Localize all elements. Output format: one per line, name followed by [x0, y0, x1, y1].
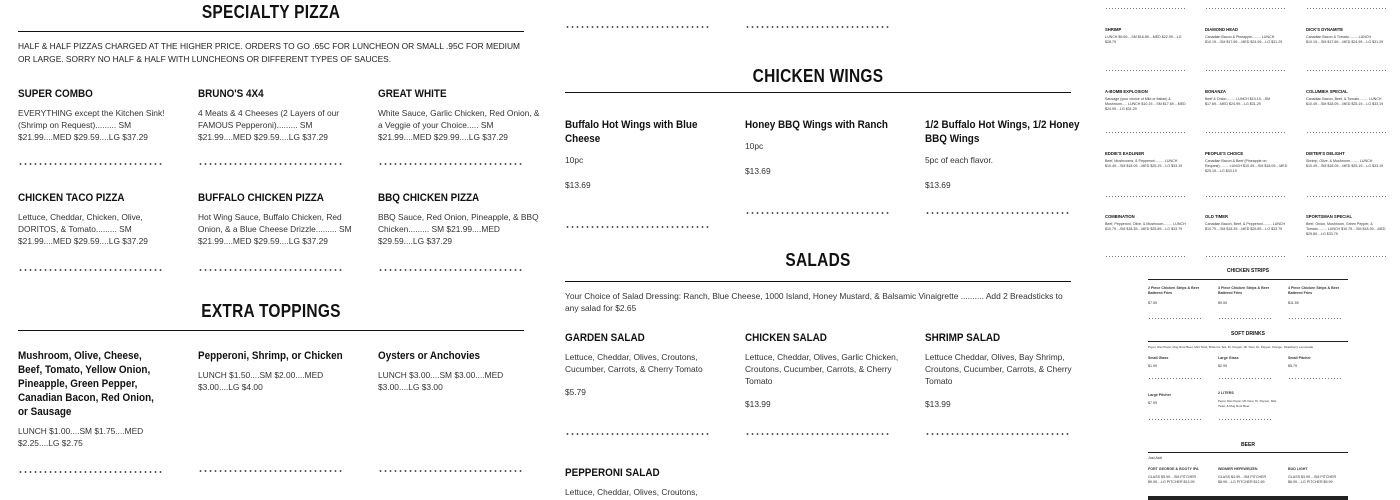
mini-item	[1205, 89, 1290, 107]
dotted-divider	[745, 433, 889, 435]
mini-item	[1105, 214, 1190, 232]
mini-item	[1148, 286, 1208, 306]
menu-item	[565, 100, 731, 228]
mini-item-price: $1.99	[1148, 364, 1157, 368]
item-description: Lettuce, Cheddar, Olives, Croutons,	[565, 487, 698, 497]
item-price: $13.99	[925, 399, 951, 409]
mini-item-desc: Canadian Bacon & Tomato......... LUNCH $10.19....SM $17.69....MED $24.99....LG $31.29	[1306, 35, 1384, 44]
menu-item	[18, 165, 184, 271]
title-rule	[565, 92, 1071, 93]
mini-item-name: DICK'S DYNAMITE	[1306, 27, 1344, 32]
dotted-divider	[198, 269, 342, 271]
item-description: 10pc	[745, 141, 764, 151]
dotted-divider	[1306, 196, 1386, 197]
dotted-divider	[565, 433, 709, 435]
mini-item-desc: LUNCH $9.69....SM $16.89....MED $22.99....LG $28.79	[1105, 35, 1182, 44]
mini-item	[1148, 393, 1208, 406]
mini-item	[1218, 356, 1278, 369]
menu-item	[378, 69, 544, 165]
mini-item-name: SPORTSMAN SPECIAL	[1306, 214, 1353, 219]
mini-strips-title: CHICKEN STRIPS	[1226, 268, 1270, 274]
item-name: GREAT WHITE	[378, 88, 447, 100]
menu-item	[565, 313, 731, 409]
wings-grid	[565, 100, 1080, 228]
salads-intro: Your Choice of Salad Dressing: Ranch, Blue Cheese, 1000 Island, Honey Mustard, & Balsamic Vinaigrette .......... Add 2 Breadsticks to any salad for $2.65	[565, 291, 1063, 313]
dotted-divider	[198, 470, 342, 472]
item-name: SHRIMP SALAD	[925, 332, 1001, 344]
mini-item-name: 4 Piece Chicken Strips & Beer Battered Fries	[1288, 286, 1340, 295]
mini-item-desc: GLASS $3.99....SM PITCHER $6.99....LG PITCHER $9.99	[1288, 475, 1337, 484]
mini-item-desc: Beef, Pepperoni, Olive, & Mushroom......... LUNCH $10.79....SM $18.39....MED $25.89....LG $33.79	[1105, 222, 1186, 231]
menu-item	[198, 331, 364, 473]
toppings-grid	[18, 331, 524, 473]
menu-item	[198, 165, 364, 271]
mini-item	[1105, 27, 1190, 45]
dotted-divider	[1205, 196, 1285, 197]
extra-toppings-title: EXTRA TOPPINGS	[201, 301, 341, 321]
dotted-divider	[1148, 318, 1203, 319]
mini-item-price: $7.99	[1148, 401, 1157, 405]
mini-item-desc: Canadian Bacon & Pineapple......... LUNCH $10.19....SM $17.69....MED $24.99....LG $31.29	[1205, 35, 1283, 44]
mini-item-price: $9.59	[1218, 301, 1227, 305]
item-price: $13.69	[745, 166, 771, 176]
mini-item-desc: Sausage (your choice of Mild or Italian) & Mushroom..... LUNCH $10.19....SM $17.69....MED $24.99....LG $31.29	[1105, 97, 1186, 111]
title-rule	[565, 281, 1071, 282]
item-name: BUFFALO CHICKEN PIZZA	[198, 192, 324, 204]
item-name: 1/2 Buffalo Hot Wings, 1/2 Honey BBQ Wings	[925, 119, 1080, 145]
menu-item	[745, 100, 911, 228]
dotted-divider	[378, 269, 522, 271]
mini-rule	[1148, 496, 1348, 500]
mini-item-name: OLD TIMER	[1205, 214, 1229, 219]
mini-item	[1306, 214, 1391, 237]
mini-item-name: Small Glass	[1148, 356, 1169, 360]
item-description: LUNCH $1.00....SM $1.75....MED $2.25....LG $2.75	[18, 426, 144, 448]
menu-item	[18, 331, 184, 473]
menu-thumbnail-column	[1093, 0, 1400, 500]
mini-item-name: 3 Piece Chicken Strips & Beer Battered Fries	[1218, 286, 1270, 295]
menu-item	[565, 466, 731, 498]
dotted-divider	[565, 26, 709, 28]
menu-item	[745, 313, 911, 409]
item-name: Oysters or Anchovies	[378, 350, 480, 362]
dotted-divider	[1105, 70, 1185, 71]
item-name: Pepperoni, Shrimp, or Chicken	[198, 350, 343, 362]
mini-item	[1288, 286, 1348, 306]
mini-item-name: A-BOMB EXPLOSION	[1105, 89, 1148, 94]
menu-item	[378, 331, 544, 473]
item-description: Lettuce, Cheddar, Chicken, Olive, DORITOS, & Tomato......... SM $21.99....MED $29.59....LG $37.29	[18, 212, 148, 246]
mini-item	[1105, 151, 1190, 169]
item-name: BRUNO'S 4X4	[198, 88, 264, 100]
dotted-divider	[1218, 318, 1273, 319]
item-price: $5.79	[565, 387, 586, 397]
mini-item-name: BUD LIGHT	[1288, 467, 1308, 471]
dotted-divider	[1205, 132, 1285, 133]
item-description: White Sauce, Garlic Chicken, Red Onion, & a Veggie of your Choice..... SM $21.99....MED $29.99....LG $37.29	[378, 108, 540, 142]
item-name: Honey BBQ Wings with Ranch	[745, 119, 888, 131]
item-description: BBQ Sauce, Red Onion, Pineapple, & BBQ Chicken......... SM $21.99....MED $29.59....LG $37.29	[378, 212, 539, 246]
dotted-divider	[1105, 8, 1185, 9]
item-description: Hot Wing Sauce, Buffalo Chicken, Red Onion, & a Blue Cheese Drizzle......... SM $21.99....MED $29.59....LG $37.29	[198, 212, 352, 246]
item-description: Lettuce, Cheddar, Olives, Croutons, Cucumber, Carrots, & Cherry Tomato	[565, 352, 703, 374]
item-description: 10pc	[565, 155, 584, 165]
mini-item-name: COLUMBIA SPECIAL	[1306, 89, 1348, 94]
mini-item-name: DIETER'S DELIGHT	[1306, 151, 1345, 156]
specialty-intro: HALF & HALF PIZZAS CHARGED AT THE HIGHER PRICE. ORDERS TO GO .65C FOR LUNCHEON OR SMALL .95C FOR MEDIUM OR LARGE. SORRY NO HALF & HALF WITH LUNCHEONS OR DIFFERENT TYPES OF SAUCES.	[18, 41, 520, 64]
dotted-divider	[18, 471, 162, 473]
mini-item-desc: Canadian Bacon & Beef (Pineapple on Request)......... LUNCH $10.49....SM $18.09....MED $25.19....LG $33.19	[1205, 159, 1288, 173]
menu-item	[378, 165, 544, 271]
mini-item-price: $2.99	[1218, 364, 1227, 368]
mini-item-desc: GLASS $4.99....SM PITCHER $8.99....LG PITCHER $12.99	[1218, 475, 1267, 484]
item-price: $13.69	[925, 180, 951, 190]
menu-item	[198, 69, 364, 165]
mini-rule	[1148, 341, 1348, 342]
salads-grid	[565, 313, 1071, 409]
mini-item-price: Pepsi, Diet Pepsi, Mt. Dew, Dr. Pepper, Mist Twist, & Mug Root Beer	[1218, 399, 1277, 408]
dotted-divider	[925, 433, 1069, 435]
item-name: CHICKEN SALAD	[745, 332, 827, 344]
mini-item-name: PEOPLE'S CHOICE	[1205, 151, 1244, 156]
dotted-divider	[1306, 132, 1386, 133]
mini-item	[1306, 151, 1391, 169]
mini-item	[1218, 467, 1278, 485]
dotted-divider	[1218, 419, 1273, 420]
dotted-divider	[1205, 8, 1285, 9]
mini-item	[1205, 214, 1290, 232]
dotted-divider	[18, 269, 162, 271]
mini-item-desc: Canadian Bacon, Beef, & Tomato......... LUNCH $10.49....SM $18.09....MED $25.19....LG $33.19	[1306, 97, 1384, 106]
mini-item-desc: Canadian Bacon, Beef, & Pepperoni......... LUNCH $10.79....SM $18.39....MED $25.89....LG $33.79	[1205, 222, 1286, 231]
mini-item	[1148, 356, 1208, 369]
mini-rule	[1148, 452, 1348, 453]
item-description: EVERYTHING except the Kitchen Sink! (Shrimp on Request)......... SM $21.99....MED $29.59....LG $37.29	[18, 108, 165, 142]
specialty-grid	[18, 69, 540, 271]
item-name: SUPER COMBO	[18, 88, 93, 100]
dotted-divider	[1205, 256, 1285, 257]
mini-item-name: COMBINATION	[1105, 214, 1135, 219]
mini-item-name: SHRIMP	[1105, 27, 1122, 32]
mini-item-name: Large Pitcher	[1148, 393, 1171, 397]
mini-beer-intro: Just Ask!	[1148, 456, 1163, 460]
item-name: Mushroom, Olive, Cheese, Beef, Tomato, Yellow Onion, Pineapple, Green Pepper, Canadian Bacon, Red Onion, or Sausage	[18, 350, 154, 418]
mini-item	[1205, 151, 1290, 174]
mini-item-desc: Beef, Onion, Mushroom, Green Pepper, & Tomato......... LUNCH $10.79....SM $18.39....MED $25.89....LG $33.79	[1306, 222, 1386, 236]
item-description: Lettuce Cheddar, Olives, Bay Shrimp, Croutons, Cucumber, Carrots, & Cherry Tomato	[925, 352, 1072, 386]
mini-rule	[1148, 279, 1348, 280]
mini-item	[1288, 356, 1348, 369]
dotted-divider	[925, 212, 1069, 214]
item-description: LUNCH $1.50....SM $2.00....MED $3.00....LG $4.00	[198, 370, 324, 392]
dotted-divider	[1205, 70, 1285, 71]
dotted-divider	[1306, 70, 1386, 71]
dotted-divider	[1148, 419, 1203, 420]
item-description: Lettuce, Cheddar, Olives, Garlic Chicken, Croutons, Cucumber, Carrots, & Cherry Tomato	[745, 352, 899, 386]
mini-item-name: Large Glass	[1218, 356, 1239, 360]
item-name: GARDEN SALAD	[565, 332, 645, 344]
dotted-divider	[1306, 8, 1386, 9]
mini-item-name: Small Pitcher	[1288, 356, 1311, 360]
mini-item	[1306, 27, 1391, 45]
mini-item-price: $11.59	[1288, 301, 1299, 305]
item-description: 5pc of each flavor.	[925, 155, 993, 165]
mini-item	[1148, 467, 1208, 485]
menu-item	[18, 69, 184, 165]
mini-item-desc: Shrimp, Olive, & Mushroom......... LUNCH $10.49....SM $18.09....MED $25.19....LG $33.19	[1306, 159, 1384, 168]
specialty-pizza-title: SPECIALTY PIZZA	[201, 2, 341, 22]
dotted-divider	[745, 26, 889, 28]
title-rule	[18, 31, 524, 32]
mini-item	[1105, 89, 1190, 112]
mini-item-name: FORT GEORGE & BOOTY IPA	[1148, 467, 1199, 471]
mini-item	[1288, 467, 1348, 485]
dotted-divider	[745, 212, 889, 214]
specialty-column	[18, 0, 540, 473]
menu-item	[925, 100, 1091, 228]
mini-item-price: $7.59	[1148, 301, 1157, 305]
item-name: BBQ CHICKEN PIZZA	[378, 192, 480, 204]
dotted-divider	[1148, 378, 1203, 379]
mini-beer-title: BEER	[1241, 442, 1255, 448]
mini-item-name: DIAMOND HEAD	[1205, 27, 1239, 32]
dotted-divider	[378, 470, 522, 472]
mini-item-name: 2 Piece Chicken Strips & Beer Battered Fries	[1148, 286, 1200, 295]
mini-item-price: $5.79	[1288, 364, 1297, 368]
mini-item	[1306, 89, 1391, 107]
mini-drinks-title: SOFT DRINKS	[1231, 331, 1265, 337]
item-description: 4 Meats & 4 Cheeses (2 Layers of our FAMOUS Pepperoni)......... SM $21.99....MED $29.59....LG $37.29	[198, 108, 340, 142]
mini-item	[1205, 27, 1290, 45]
dotted-divider	[565, 226, 709, 228]
mini-item	[1218, 286, 1278, 306]
mini-item-desc: GLASS $5.99....SM PITCHER $9.99....LG PITCHER $13.99	[1148, 475, 1197, 484]
mini-item-name: BONANZA	[1205, 89, 1226, 94]
mini-item	[1218, 391, 1278, 409]
item-description: LUNCH $3.00....SM $3.00....MED $3.00....LG $3.00	[378, 370, 504, 392]
mini-item-name: WIDMER HEFEWEIZEN	[1218, 467, 1258, 471]
dotted-divider	[1105, 196, 1185, 197]
salads-title: SALADS	[785, 250, 851, 270]
mini-item-name: EDDIE'S EADLINER	[1105, 151, 1145, 156]
item-name: Buffalo Hot Wings with Blue Cheese	[565, 119, 698, 145]
chicken-wings-title: CHICKEN WINGS	[752, 66, 884, 86]
dotted-divider	[1105, 132, 1185, 133]
item-name: PEPPERONI SALAD	[565, 467, 660, 479]
item-price: $13.99	[745, 399, 771, 409]
dotted-divider	[1306, 256, 1386, 257]
dotted-divider	[1218, 378, 1273, 379]
dotted-divider	[1288, 318, 1343, 319]
mini-item-desc: Beef & Onion......... LUNCH $10.19....SM $17.69....MED $24.99....LG $31.29	[1205, 97, 1271, 106]
item-name: CHICKEN TACO PIZZA	[18, 192, 125, 204]
dotted-divider	[1105, 256, 1185, 257]
dotted-divider	[1288, 378, 1343, 379]
mini-drinks-intro: Pepsi, Diet Pepsi, Mug Root Beer, Mist Twist, Brisk Ice Tea, Dr. Pepper, Mt. Dew, Dr. Pepper, Orange, Strawberry Lemonade	[1148, 345, 1314, 349]
menu-item	[925, 313, 1091, 409]
mini-item-name: 2 LITERS	[1218, 391, 1234, 395]
mini-item-desc: Beef, Mushrooms, & Pepperoni......... LUNCH $10.49....SM $18.09....MED $25.19....LG $33.19	[1105, 159, 1183, 168]
item-price: $13.69	[565, 180, 591, 190]
